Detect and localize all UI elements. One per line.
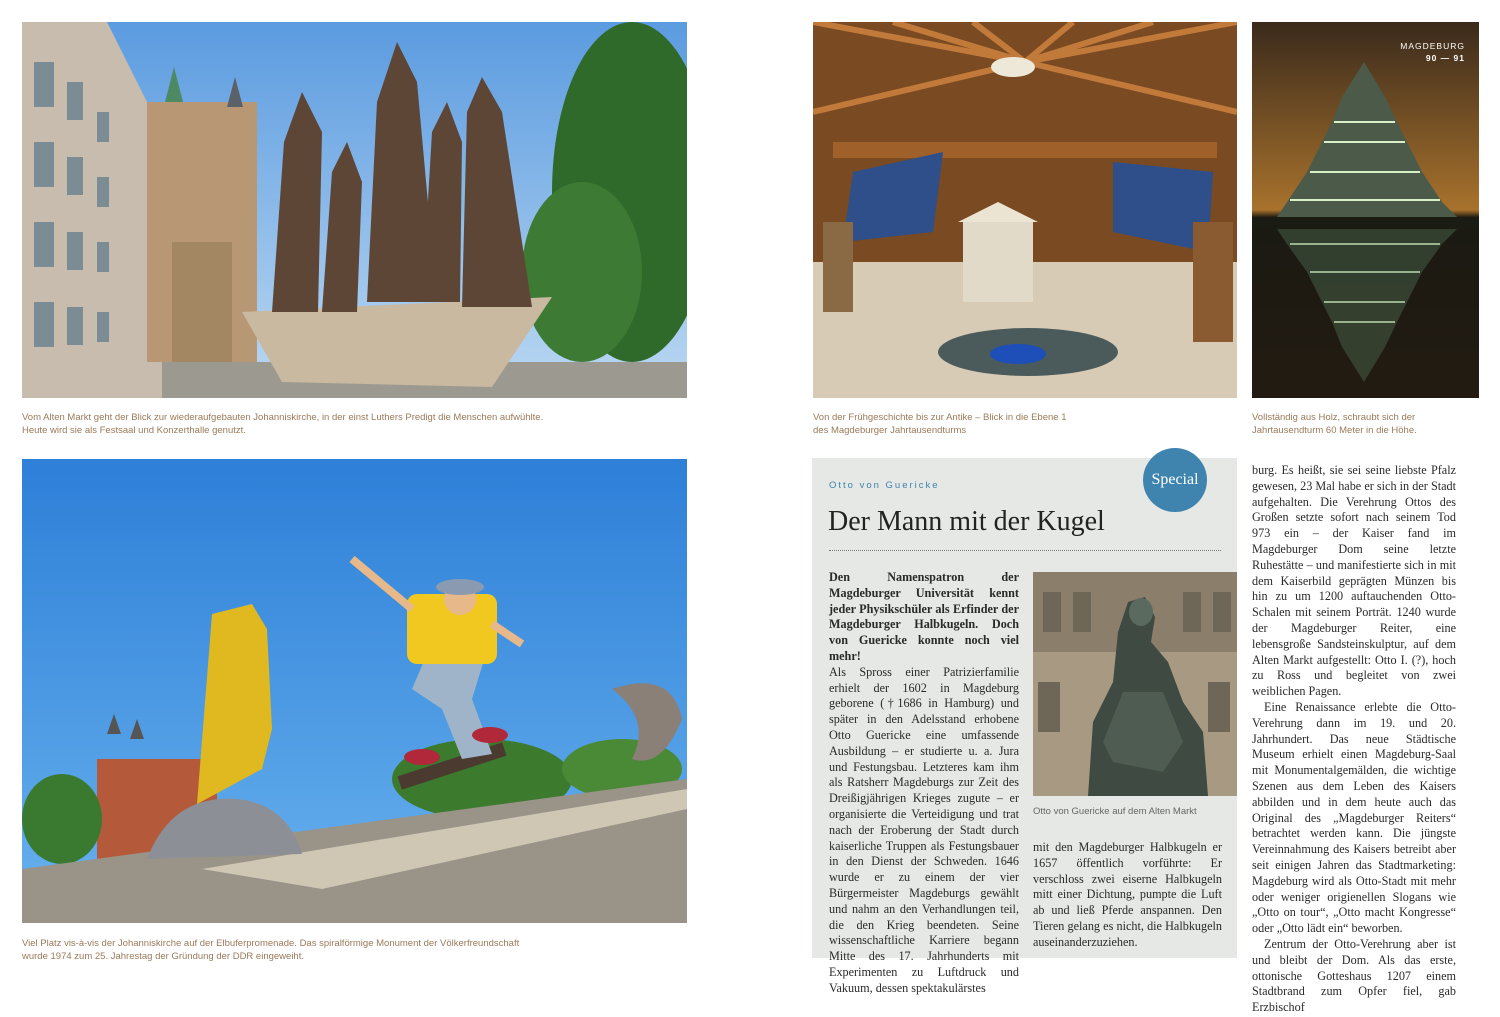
main-paragraph-3: Zentrum der Otto-Verehrung aber ist und bleibt der Dom. Als das erste, ottonische Gotteshaus 1207 einem Stadtbrand zum Opfer fiel, gab Erzbischof xyxy=(1252,936,1456,1015)
photo-guericke-statue xyxy=(1033,572,1237,796)
main-paragraph-2: Eine Renaissance erlebte die Otto-Verehrung dann im 19. und 20. Jahrhundert. Das neue Städtische Museum erhielt einen Magdeburg-Saal mit Monumentalgemälden, die wichtige Szenen aus dem Leben des Kaisers abbilden und in dem heute auch das Original des „Magdeburger Reiters“ betrachtet werden kann. Die jüngste Vereinnahmung des Kaisers betreibt aber seit einigen Jahren das Stadtmarketing: Magdeburg wird als Otto-Stadt mit mehr oder weniger origienellen Slogans wie „Otto on tour“, „Otto macht Kongresse“ oder „Otto lädt ein“ beworben. xyxy=(1252,699,1456,936)
caption-jahrtausendturm-night: Vollständig aus Holz, schraubt sich der Jahrtausendturm 60 Meter in die Höhe. xyxy=(1252,412,1417,436)
folio-pages: 90 — 91 xyxy=(1425,53,1465,63)
special-column-2 xyxy=(1033,840,1222,951)
main-text-column xyxy=(1252,463,1456,1016)
photo-skateboarder xyxy=(22,459,687,923)
caption-jahrtausendturm-interior: Von der Frühgeschichte bis zur Antike – Blick in die Ebene 1 des Magdeburger Jahrtausendturms xyxy=(813,412,1067,436)
special-body-1: Als Spross einer Patrizierfamilie erhielt der 1602 in Magdeburg geborene (†1686 in Hamburg) und später in den Adelsstand erhobene Otto Guericke eine umfassende Ausbildung – er studierte u. a. Jura und Festungsbau. Letzteres kam ihm als Ratsherr Magdeburgs zur Zeit des Dreißigjährigen Krieges zugute – er organisierte die Verteidigung und trat nach der Eroberung der Stadt durch kaiserliche Truppen als Festungsbauer in den Dienst der Schweden. 1646 wurde er zu einem der vier Bürgermeister Magdeburgs gewählt und nahm an den Verhandlungen teil, die den Krieg beendeten. Seine wissenschaftliche Karriere begann Mitte des 17. Jahrhunderts mit Experimenten zu Luftdruck und Vakuum, dessen spektakulärstes xyxy=(829,664,1019,995)
dotted-divider xyxy=(829,550,1221,551)
special-lead: Den Namenspatron der Magdeburger Universität kennt jeder Physikschüler als Erfinder der Magdeburger Halbkugeln. Doch von Guericke konnte noch viel mehr! xyxy=(829,570,1019,663)
special-kicker: Otto von Guericke xyxy=(829,480,940,491)
page-folio xyxy=(1400,40,1465,64)
special-badge: Special xyxy=(1143,448,1207,512)
photo-jahrtausendturm-interior xyxy=(813,22,1237,398)
special-column-1 xyxy=(829,570,1019,997)
main-paragraph-1: burg. Es heißt, sie sei seine liebste Pfalz gewesen, 23 Mal habe er sich in der Stadt aufgehalten. Die Verehrung Ottos des Großen setzte sofort nach seinem Tod 973 ein – der Kaiser fand im Magdeburger Dom seine letzte Ruhestätte – und manifestierte sich in mit dem Kaiserbild geprägten Münzen bis hin zu um 1200 auftauchenden Otto-Schalen mit seinem Porträt. 1240 wurde der Magdeburger Reiter, eine lebensgroße Sandsteinskulptur, auf dem Alten Markt aufgestellt: Otto I. (?), hoch zu Ross und begleitet von zwei weiblichen Pagen. xyxy=(1252,463,1456,699)
special-headline: Der Mann mit der Kugel xyxy=(828,506,1105,537)
special-body-2: mit den Magdeburger Halbkugeln er 1657 öffentlich vorführte: Er verschloss zwei eiserne Halbkugeln mitt einer Dichtung, pumpte die Luft ab und ließ Pferde anspannen. Den Tieren gelang es nicht, die Halbkugeln auseinanderzuziehen. xyxy=(1033,840,1222,949)
folio-section: MAGDEBURG xyxy=(1400,41,1465,51)
caption-skateboarder: Viel Platz vis-à-vis der Johanniskirche auf der Elbuferpromenade. Das spiralförmige Monument der Völkerfreundschaft wurde 1974 zum 25. Jahrestag der Gründung der DDR eingeweiht. xyxy=(22,938,520,962)
caption-alter-markt: Vom Alten Markt geht der Blick zur wiederaufgebauten Johanniskirche, in der einst Luthers Predigt die Menschen aufwühlte. Heute wird sie als Festsaal und Konzerthalle genutzt. xyxy=(22,412,544,436)
caption-guericke-statue: Otto von Guericke auf dem Alten Markt xyxy=(1033,806,1197,817)
photo-alter-markt xyxy=(22,22,687,398)
photo-jahrtausendturm-night xyxy=(1252,22,1479,398)
